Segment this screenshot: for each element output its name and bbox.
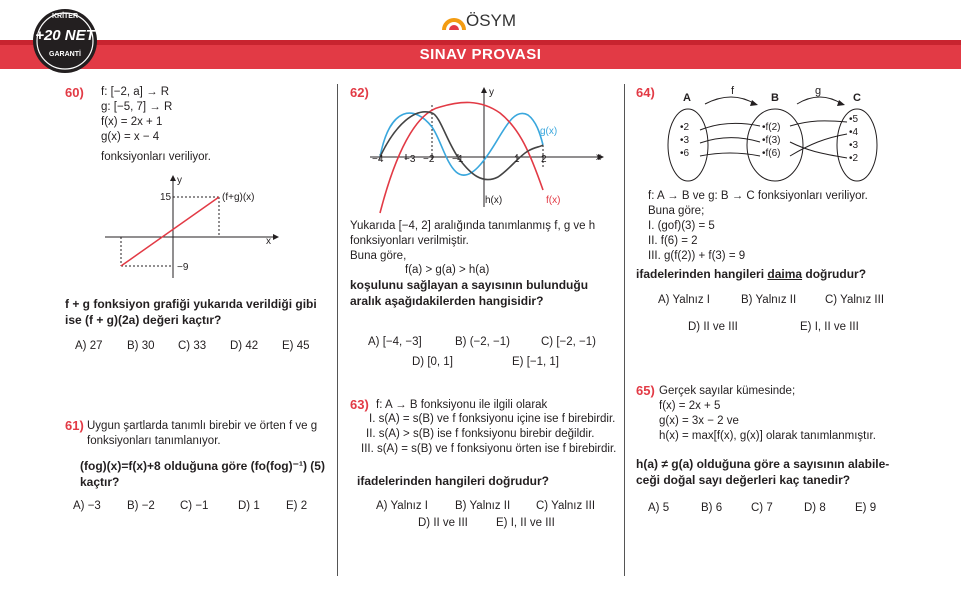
option-d[interactable]: D) II ve III — [418, 517, 468, 529]
question-63-statements — [361, 412, 616, 457]
option-a[interactable]: A) 5 — [648, 502, 670, 514]
x-tick-label: −3 — [404, 154, 416, 165]
x-tick-label: −1 — [452, 154, 464, 165]
option-b[interactable]: B) Yalnız II — [455, 500, 511, 512]
y-tick-label: −9 — [177, 262, 189, 273]
definition-line: f(x) = 2x + 1 — [101, 116, 163, 128]
option-c[interactable]: C) 7 — [751, 502, 773, 514]
definition-line: g(x) = 3x − 2 ve — [659, 415, 739, 427]
statement-line: III. g(f(2)) + f(3) = 9 — [648, 250, 746, 262]
x-axis-label: x — [266, 236, 271, 247]
question-number: 64) — [636, 85, 655, 100]
option-d[interactable]: D) II ve III — [688, 321, 738, 333]
h-label: h(x) — [485, 195, 503, 206]
question-line: ceği doğal sayı değerleri kaç tanedir? — [636, 473, 851, 487]
intro-line: Yukarıda [−4, 2] aralığında tanımlanmış f, g ve h — [350, 220, 596, 232]
option-d[interactable]: D) 8 — [804, 502, 826, 514]
option-b[interactable]: B) −2 — [127, 500, 155, 512]
option-a[interactable]: A) [−4, −3] — [368, 336, 422, 348]
option-d[interactable]: D) 42 — [230, 340, 259, 352]
question-65-intro: Gerçek sayılar kümesinde; — [659, 385, 796, 397]
question-line: koşulunu sağlayan a sayısının bulunduğu — [350, 278, 589, 292]
option-d[interactable]: D) 1 — [238, 500, 260, 512]
set-item: •f(6) — [762, 148, 781, 159]
question-64-statements — [648, 189, 868, 264]
set-item: •5 — [849, 114, 859, 125]
question-62-intro — [350, 219, 595, 264]
statement-line: I. (gof)(3) = 5 — [648, 220, 715, 232]
f-arrow-label: f — [731, 85, 735, 97]
badge-bottom-text: GARANTİ — [49, 51, 81, 58]
statement-item: III. s(A) = s(B) ve f fonksiyonu örten ise f birebirdir. — [361, 443, 617, 455]
option-e[interactable]: E) 45 — [282, 340, 310, 352]
option-b[interactable]: B) 30 — [127, 340, 155, 352]
option-e[interactable]: E) [−1, 1] — [512, 356, 559, 368]
y-axis-label: y — [177, 175, 182, 186]
intro-line: fonksiyonları tanımlanıyor. — [87, 435, 221, 447]
option-b[interactable]: B) (−2, −1) — [455, 336, 510, 348]
option-b[interactable]: B) Yalnız II — [741, 294, 797, 306]
definition-line: h(x) = max[f(x), g(x)] olarak tanımlanmıştır. — [659, 430, 876, 442]
option-a[interactable]: A) Yalnız I — [376, 500, 428, 512]
fg-line — [121, 197, 219, 266]
option-d[interactable]: D) [0, 1] — [412, 356, 453, 368]
page-title: SINAV PROVASI — [419, 46, 542, 63]
option-e[interactable]: E) I, II ve III — [496, 517, 555, 529]
option-a[interactable]: A) −3 — [73, 500, 101, 512]
option-a[interactable]: A) 27 — [75, 340, 103, 352]
statement-item: I. s(A) = s(B) ve f fonksiyonu içine ise f birebirdir. — [369, 413, 616, 425]
question-emphasis: daima — [767, 267, 803, 281]
question-text-part: ifadelerinden hangileri — [636, 267, 768, 281]
set-item: •2 — [680, 122, 690, 133]
option-c[interactable]: C) −1 — [180, 500, 209, 512]
statement-item: II. s(A) > s(B) ise f fonksiyonu birebir değildir. — [366, 428, 595, 440]
question-number: 60) — [65, 85, 84, 100]
set-label-b: B — [771, 92, 779, 104]
function-label: (f+g)(x) — [222, 192, 255, 203]
set-b-items — [762, 121, 781, 160]
definition-line: f: [−2, a] → R — [101, 86, 170, 98]
osym-logo-icon — [440, 6, 468, 36]
g-arrow-label: g — [815, 85, 822, 97]
condition-text: f(a) > g(a) > h(a) — [405, 264, 490, 276]
set-item: •6 — [680, 148, 690, 159]
question-line: (fog)(x)=f(x)+8 olduğuna göre (fo(fog)⁻¹) (5) — [80, 459, 325, 473]
question-62-text — [350, 277, 588, 309]
question-line: h(a) ≠ g(a) olduğuna göre a sayısının alabile- — [636, 457, 890, 471]
question-61-intro — [87, 419, 317, 449]
set-item: •3 — [849, 140, 859, 151]
question-line: ise (f + g)(2a) değeri kaçtır? — [65, 313, 222, 327]
question-number: 62) — [350, 85, 369, 100]
brand-name: ÖSYM — [466, 11, 517, 30]
column-divider — [337, 84, 338, 576]
set-label-c: C — [853, 92, 861, 104]
set-item: •4 — [849, 127, 859, 138]
option-e[interactable]: E) 9 — [855, 502, 877, 514]
question-65-definitions — [659, 399, 876, 444]
column-divider — [624, 84, 625, 576]
question-61-text — [80, 458, 325, 490]
option-c[interactable]: C) [−2, −1) — [541, 336, 596, 348]
set-item: •3 — [680, 135, 690, 146]
badge-main-text: +20 NET — [35, 27, 95, 44]
question-text-part: doğrudur? — [802, 267, 867, 281]
q60-graph — [105, 173, 285, 283]
h-curve — [380, 112, 543, 180]
x-axis-label: x — [596, 152, 601, 163]
question-number: 65) — [636, 383, 655, 398]
g-label: g(x) — [540, 126, 558, 137]
question-60-definitions — [101, 85, 211, 165]
statement-line: f: A → B ve g: B → C fonksiyonları veriliyor. — [648, 190, 868, 202]
intro-line: fonksiyonları verilmiştir. — [350, 235, 469, 247]
x-tick-label: 1 — [514, 154, 520, 165]
option-c[interactable]: C) Yalnız III — [536, 500, 596, 512]
option-c[interactable]: C) 33 — [178, 340, 207, 352]
x-tick-label: −4 — [372, 154, 384, 165]
question-65-text — [636, 456, 889, 488]
option-c[interactable]: C) Yalnız III — [825, 294, 885, 306]
question-line: f + g fonksiyon grafiği yukarıda verildiği gibi — [65, 297, 317, 311]
set-item: •f(2) — [762, 122, 781, 133]
definition-line: g(x) = x − 4 — [101, 131, 160, 143]
x-tick-label: −2 — [423, 154, 435, 165]
question-63-text: ifadelerinden hangileri doğrudur? — [357, 474, 550, 488]
intro-line: Uygun şartlarda tanımlı birebir ve örten f ve g — [87, 420, 318, 432]
question-60-text — [65, 296, 317, 328]
option-a[interactable]: A) Yalnız I — [658, 294, 710, 306]
definition-line: f(x) = 2x + 5 — [659, 400, 721, 412]
given-text: fonksiyonları veriliyor. — [101, 151, 211, 163]
y-tick-label: 15 — [160, 192, 172, 203]
x-tick-label: 2 — [541, 154, 547, 165]
option-b[interactable]: B) 6 — [701, 502, 723, 514]
definition-line: g: [−5, 7] → R — [101, 101, 173, 113]
set-c-items — [849, 113, 858, 165]
question-number: 63) — [350, 397, 369, 412]
intro-line: Buna göre, — [350, 250, 407, 262]
set-item: •f(3) — [762, 135, 781, 146]
statement-line: Buna göre; — [648, 205, 705, 217]
header-bar-top-stripe — [0, 40, 961, 45]
question-63-intro: f: A → B fonksiyonu ile ilgili olarak — [376, 399, 548, 411]
question-line: aralık aşağıdakilerden hangisidir? — [350, 294, 544, 308]
set-item: •2 — [849, 153, 859, 164]
y-axis-label: y — [489, 87, 494, 98]
question-64-text — [636, 266, 866, 282]
f-label: f(x) — [546, 195, 561, 206]
option-e[interactable]: E) 2 — [286, 500, 308, 512]
question-number: 61) — [65, 418, 84, 433]
badge-top-text: KRİTER — [51, 13, 79, 20]
statement-line: II. f(6) = 2 — [648, 235, 698, 247]
option-e[interactable]: E) I, II ve III — [800, 321, 859, 333]
set-a-items — [680, 121, 689, 160]
set-label-a: A — [683, 92, 691, 104]
question-line: kaçtır? — [80, 475, 120, 489]
